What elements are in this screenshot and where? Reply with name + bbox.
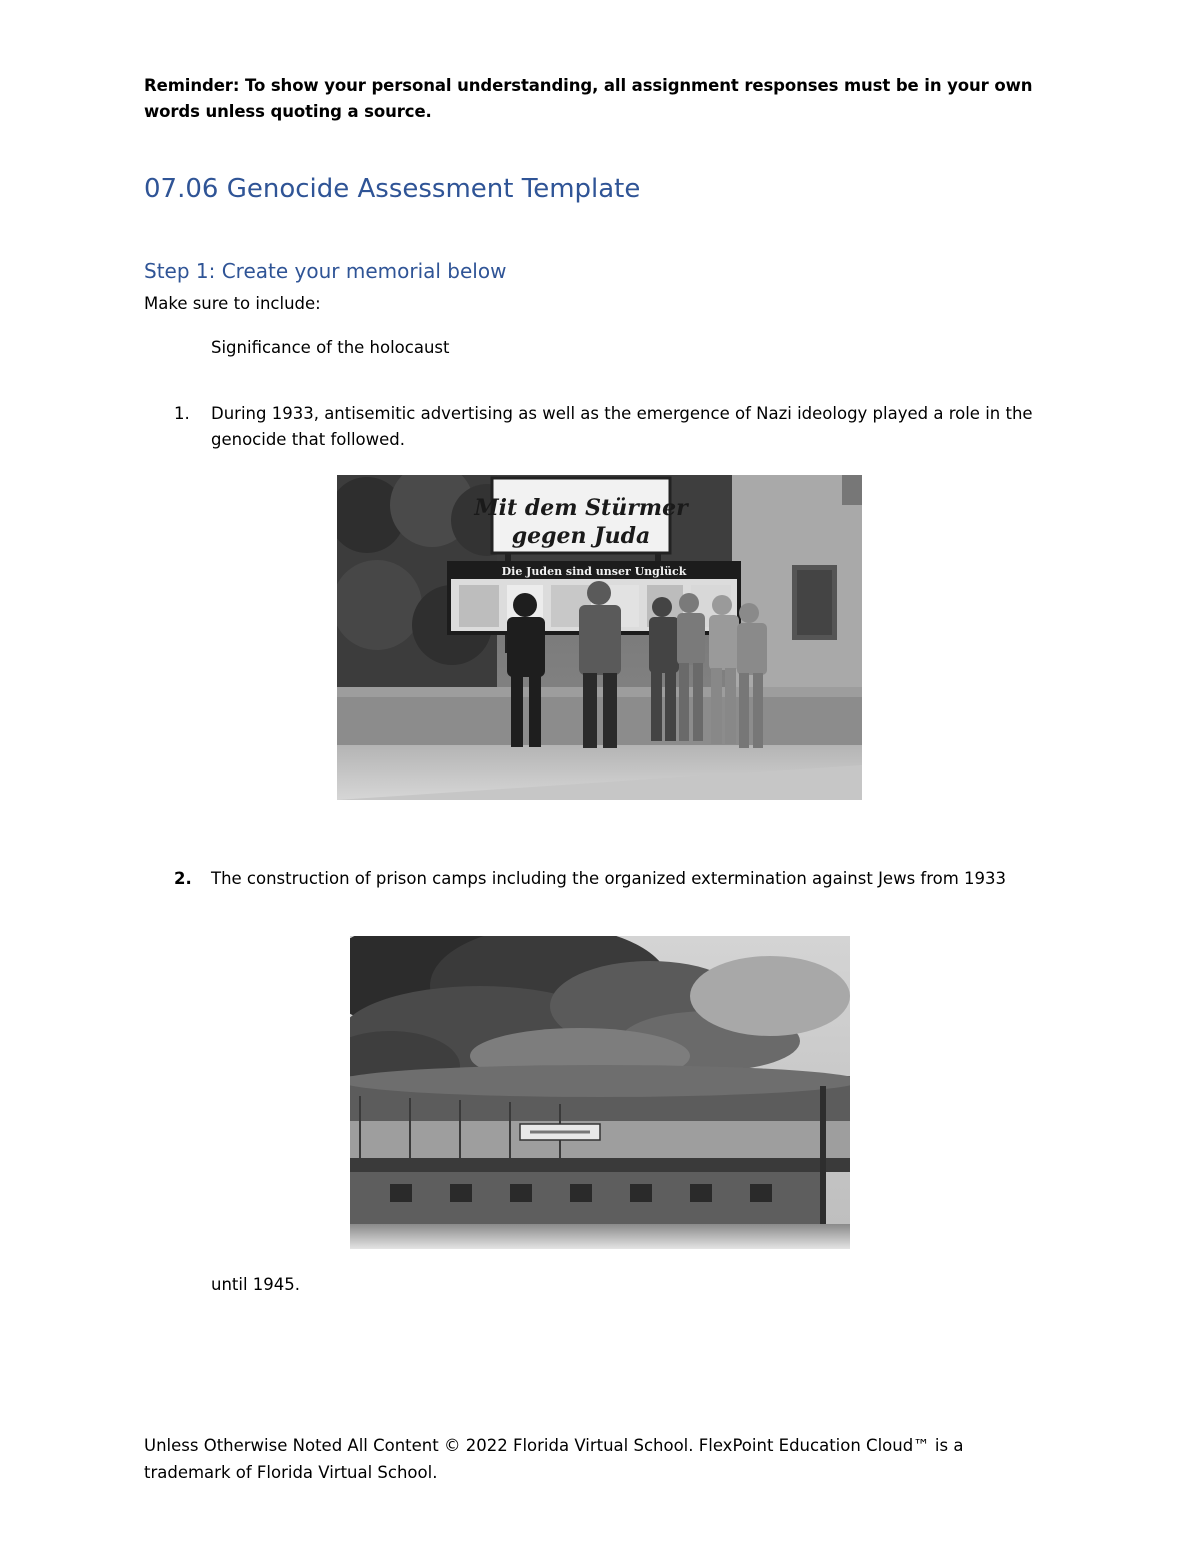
- step1-intro: Make sure to include:: [144, 294, 321, 313]
- reminder-text: To show your personal understanding, all assignment responses must be in your own words unless quoting a source.: [144, 76, 1033, 121]
- list-item-1-text: During 1933, antisemitic advertising as well as the emergence of Nazi ideology played a role in the genocide that followed.: [211, 404, 1033, 449]
- sign-line-2: gegen Juda: [511, 523, 651, 549]
- list-item-2-continuation: until 1945.: [211, 1275, 301, 1294]
- reminder-label: Reminder:: [144, 76, 240, 95]
- page-title: 07.06 Genocide Assessment Template: [144, 174, 641, 204]
- display-board-title: Die Juden sind unser Unglück: [501, 565, 687, 578]
- sign-line-1: Mit dem Stürmer: [474, 495, 688, 521]
- list-item-2-number: 2.: [174, 869, 192, 888]
- significance-label: Significance of the holocaust: [211, 338, 450, 357]
- burning-camp-photo: [350, 936, 850, 1249]
- sturmer-display-photo: [337, 475, 862, 800]
- list-item-1-number: 1.: [174, 404, 190, 423]
- list-item-2-text: The construction of prison camps including the organized extermination against Jews from 1933: [211, 869, 1007, 888]
- copyright-footer: Unless Otherwise Noted All Content © 2022 Florida Virtual School. FlexPoint Education Cloud™ is a trademark of Florida Virtual School.: [144, 1436, 964, 1482]
- assignment-reminder: [144, 73, 1074, 125]
- step1-heading: Step 1: Create your memorial below: [144, 259, 507, 283]
